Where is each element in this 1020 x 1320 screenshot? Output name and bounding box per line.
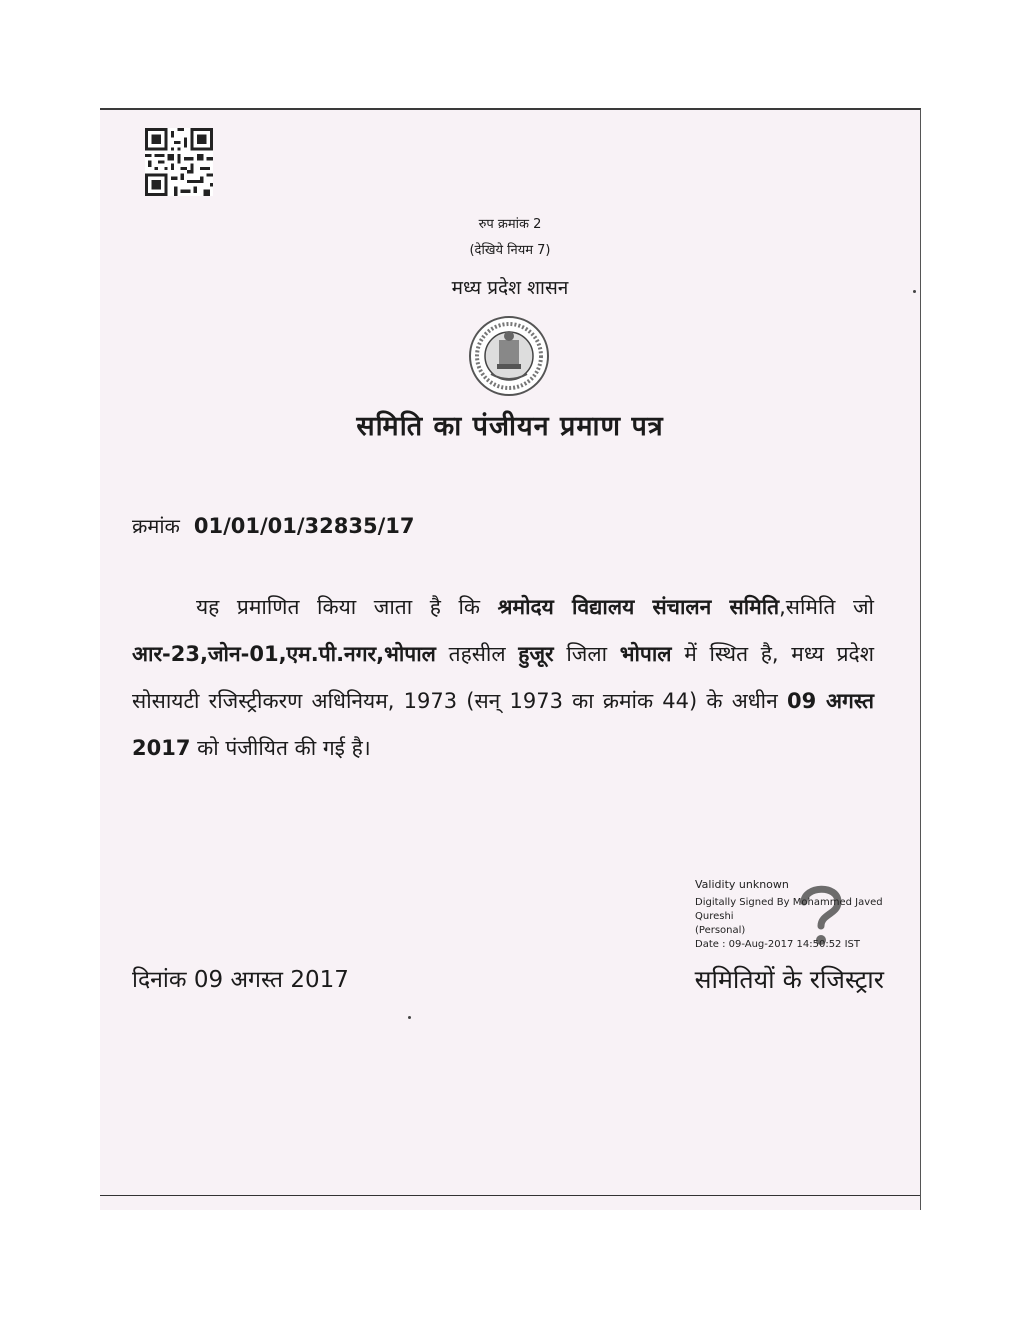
qr-code (145, 128, 213, 196)
registration-number (132, 512, 415, 539)
body-text-5: में स्थित है, मध्य प्रदेश सोसायटी रजिस्ट्रीकरण अधिनियम, 1973 (सन् 1973 का क्रमांक 44) के अधीन (132, 642, 874, 713)
tehsil-name: हुजूर (518, 642, 554, 666)
state-emblem (467, 314, 551, 398)
certificate-body (132, 584, 874, 772)
registration-label: क्रमांक (132, 514, 180, 538)
form-number: रुप क्रमांक 2 (478, 217, 542, 232)
speck (913, 290, 916, 293)
government-name: मध्य प्रदेश शासन (451, 277, 569, 299)
body-text-1: यह प्रमाणित किया जाता है कि (196, 595, 498, 619)
district-name: भोपाल (619, 642, 672, 666)
certificate-title: समिति का पंजीयन प्रमाण पत्र (356, 411, 664, 442)
body-text-2: ,समिति जो (779, 595, 874, 619)
speck (408, 1016, 411, 1019)
society-address: आर-23,जोन-01,एम.पी.नगर,भोपाल (132, 642, 436, 666)
certificate-page (100, 108, 921, 1210)
digital-signature (695, 878, 920, 952)
rule-reference: (देखिये नियम 7) (469, 243, 551, 258)
body-text-3: तहसील (435, 642, 519, 666)
society-name: श्रमोदय विद्यालय संचालन समिति (497, 595, 780, 619)
body-text-4: जिला (553, 642, 620, 666)
signature-type: (Personal) (695, 925, 746, 936)
registration-value: 01/01/01/32835/17 (193, 514, 415, 538)
registrar-title: समितियों के रजिस्ट्रार (694, 965, 884, 994)
signature-signer: Digitally Signed By Mohammed Javed Qureshi (695, 897, 883, 922)
signature-date: Date : 09-Aug-2017 14:50:52 IST (695, 939, 860, 950)
signature-validity: Validity unknown (695, 878, 789, 891)
body-text-6: को पंजीयित की गई है। (190, 736, 371, 760)
issue-date: दिनांक 09 अगस्त 2017 (132, 967, 349, 993)
registration-date: 09 अगस्त 2017 (132, 689, 875, 760)
